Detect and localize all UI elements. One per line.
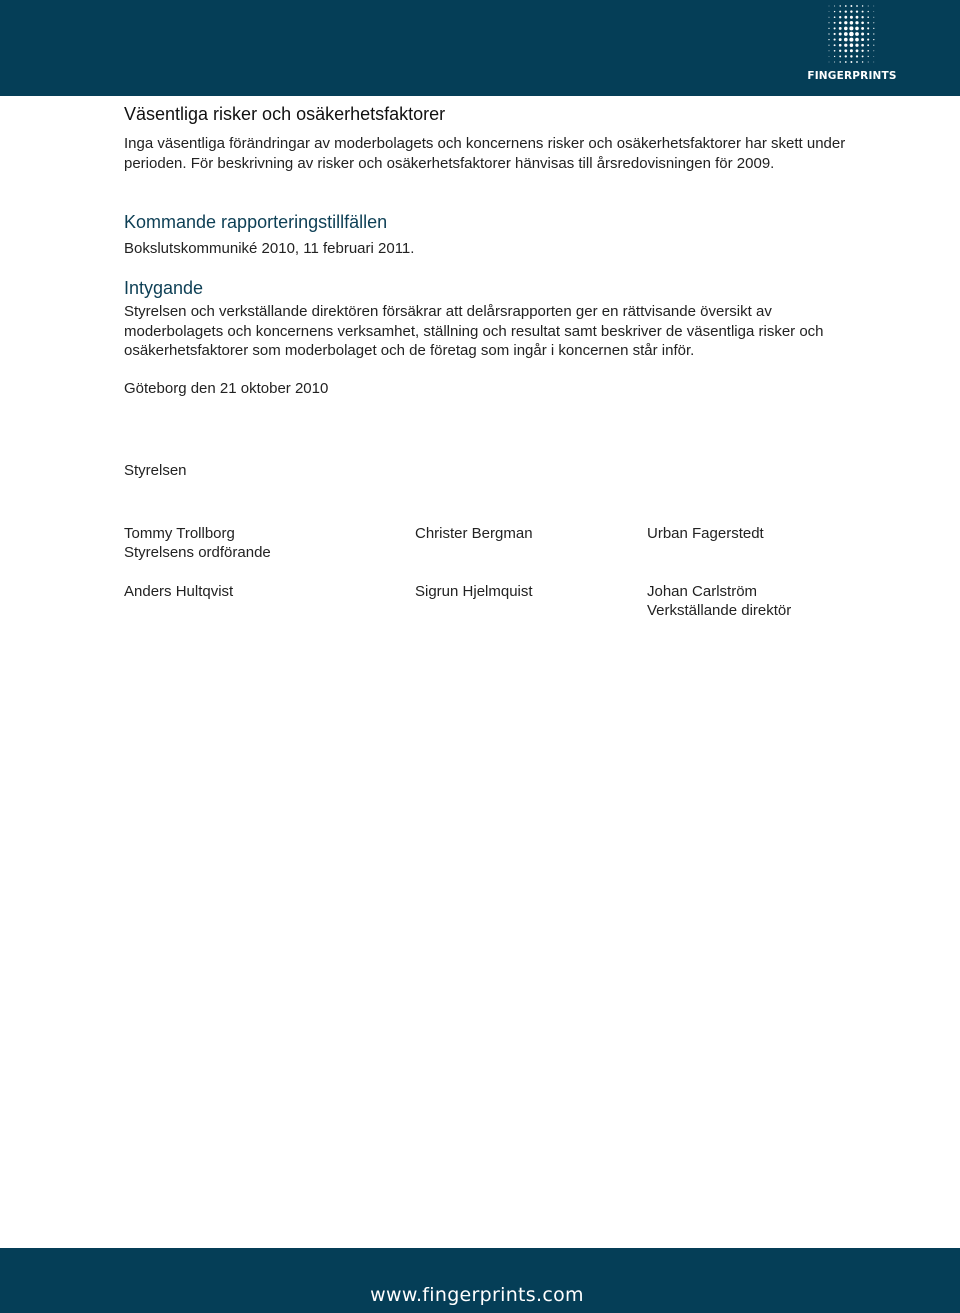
logo-dot: [873, 33, 874, 34]
logo-dot: [861, 21, 864, 24]
fingerprint-dot-pattern-icon: [824, 2, 880, 66]
logo-dot: [849, 32, 854, 37]
logo-dot: [855, 21, 858, 24]
logo-dot: [867, 39, 869, 41]
logo-dot: [834, 50, 836, 52]
reporting-paragraph: Bokslutskommuniké 2010, 11 februari 2011.: [124, 240, 415, 257]
logo-dot: [855, 38, 859, 42]
logo-dot: [873, 45, 874, 46]
logo-wordmark: FINGERPRINTS: [807, 70, 897, 82]
logo-dot: [828, 22, 829, 23]
page-footer: [0, 1248, 960, 1313]
logo-dot: [828, 33, 829, 34]
logo-dot: [855, 27, 859, 31]
logo-dot: [839, 27, 842, 30]
logo-dot: [829, 62, 830, 63]
logo-dot: [856, 16, 859, 19]
logo-dot: [850, 10, 852, 12]
attestation-heading: Intygande: [124, 278, 204, 298]
logo-dot: [856, 55, 858, 57]
website-link[interactable]: www.fingerprints.com: [370, 1284, 584, 1306]
logo-dot: [844, 16, 847, 19]
logo-dot: [862, 61, 863, 62]
logo-dot: [856, 61, 858, 63]
logo-dot: [868, 56, 869, 57]
signatory-title: Verkställande direktör: [647, 602, 792, 619]
logo-dot: [873, 56, 874, 57]
logo-dot: [834, 56, 835, 57]
logo-dot: [834, 62, 835, 63]
place-date: Göteborg den 21 oktober 2010: [124, 380, 329, 397]
logo-dot: [839, 21, 842, 24]
signatory-name: Anders Hultqvist: [124, 583, 234, 600]
attestation-paragraph: Styrelsen och verkställande direktören försäkrar att delårsrapporten ger en rättvisande översikt av moderbolagets och koncernens verksamhet, ställning och resultat samt beskriver de väsentliga risker och osäkerhetsfaktorer som moderbolaget och de företag som ingår i koncernen står inför.: [124, 303, 824, 359]
logo-dot: [873, 39, 874, 40]
logo-dot: [856, 5, 858, 7]
logo-dot: [845, 55, 847, 57]
logo-dot: [867, 33, 869, 35]
logo-dot: [849, 38, 853, 42]
logo-dot: [861, 27, 864, 30]
logo-dot: [845, 61, 847, 63]
logo-dot: [873, 22, 874, 23]
logo-dot: [834, 33, 836, 35]
logo-dot: [856, 49, 859, 52]
logo-dot: [834, 44, 836, 46]
logo-dot: [839, 44, 842, 47]
logo-dot: [867, 27, 869, 29]
logo-dot: [844, 49, 847, 52]
logo-dot: [828, 45, 829, 46]
logo-dot: [855, 32, 859, 36]
reporting-heading: Kommande rapporteringstillfällen: [124, 212, 388, 232]
page-header: [0, 0, 960, 96]
logo-dot: [855, 44, 858, 47]
logo-dot: [844, 27, 848, 31]
signatory-name: Christer Bergman: [415, 525, 533, 542]
logo-dot: [861, 33, 864, 36]
logo-dot: [839, 38, 842, 41]
logo-dot: [867, 22, 869, 24]
logo-dot: [868, 11, 869, 12]
logo-dot: [844, 38, 848, 42]
logo-dot: [834, 22, 836, 24]
logo-dot: [829, 17, 830, 18]
logo-dot: [873, 50, 874, 51]
logo-dot: [850, 49, 853, 52]
logo-dot: [861, 38, 864, 41]
logo-dot: [839, 61, 840, 62]
logo-dot: [829, 6, 830, 7]
logo-dot: [849, 26, 853, 30]
signatory-name: Urban Fagerstedt: [647, 525, 764, 542]
logo-dot: [829, 50, 830, 51]
signatory-title: Styrelsens ordförande: [124, 544, 271, 561]
logo-dot: [839, 33, 842, 36]
logo-dot: [834, 27, 836, 29]
logo-dot: [873, 62, 874, 63]
logo-dot: [834, 39, 836, 41]
logo-dot: [829, 11, 830, 12]
logo-dot: [844, 32, 848, 36]
logo-dot: [861, 44, 864, 47]
logo-dot: [862, 5, 863, 6]
logo-dot: [861, 16, 863, 18]
logo-dot: [873, 6, 874, 7]
logo-dot: [873, 11, 874, 12]
logo-dot: [867, 44, 869, 46]
logo-dot: [839, 16, 841, 18]
logo-dot: [862, 55, 864, 57]
logo-dot: [828, 28, 829, 29]
logo-dot: [845, 5, 847, 7]
logo-dot: [828, 39, 829, 40]
signatory-name: Sigrun Hjelmquist: [415, 583, 533, 600]
logo-dot: [868, 6, 869, 7]
signatory-name: Johan Carlström: [647, 583, 758, 600]
risks-paragraph: Inga väsentliga förändringar av moderbolagets och koncernens risker och osäkerhetsfaktorer har skett under perioden. För beskrivning av risker och osäkerhetsfaktorer hänvisas till årsredovisningen för 2009.: [124, 135, 846, 172]
logo-dot: [873, 17, 874, 18]
logo-dot: [834, 6, 835, 7]
logo-dot: [839, 5, 840, 6]
logo-dot: [873, 28, 874, 29]
logo-dot: [839, 55, 841, 57]
signatory-name: Tommy Trollborg: [124, 525, 235, 542]
logo-dot: [839, 11, 841, 13]
logo-dot: [856, 10, 858, 12]
logo-dot: [844, 44, 847, 47]
logo-dot: [834, 16, 836, 18]
logo-dot: [850, 21, 854, 25]
logo-dot: [868, 62, 869, 63]
logo-dot: [829, 56, 830, 57]
logo-dot: [867, 50, 869, 52]
logo-dot: [844, 21, 847, 24]
logo-dot: [862, 11, 864, 13]
logo-dot: [845, 10, 847, 12]
logo-dot: [850, 61, 852, 63]
logo-dot: [850, 55, 852, 57]
logo-dot: [850, 43, 854, 47]
logo-dot: [850, 16, 853, 19]
logo-dot: [850, 5, 852, 7]
logo-dot: [839, 50, 841, 52]
logo-dot: [834, 11, 835, 12]
risks-heading: Väsentliga risker och osäkerhetsfaktorer: [124, 104, 446, 124]
company-logo: [806, 2, 898, 86]
logo-dot: [861, 50, 863, 52]
board-label: Styrelsen: [124, 462, 187, 479]
logo-dot: [867, 16, 869, 18]
